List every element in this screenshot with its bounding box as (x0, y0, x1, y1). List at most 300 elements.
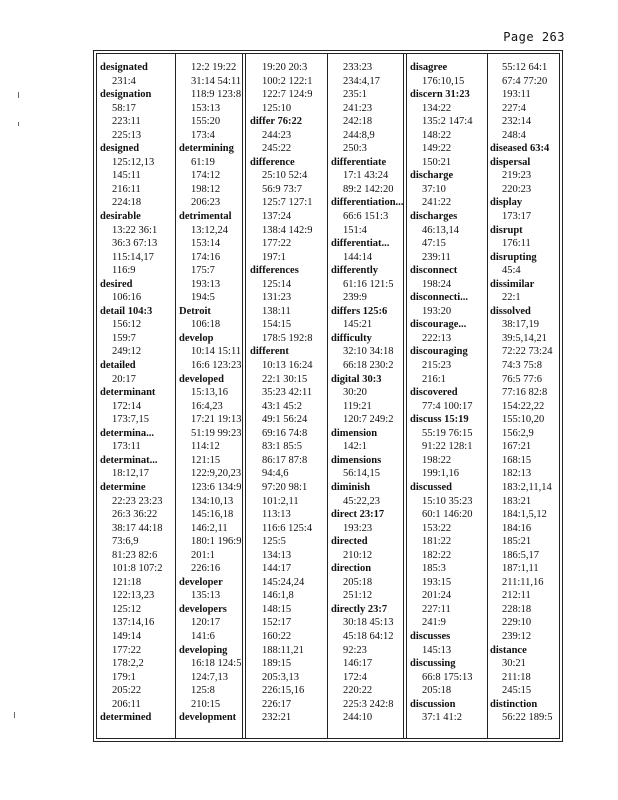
index-column-1 (100, 61, 162, 725)
index-reference: 206:23 (191, 197, 221, 209)
index-reference: 154:15 (262, 319, 292, 331)
index-reference: 122:13,23 (112, 590, 155, 602)
index-reference: 58:17 (112, 102, 136, 114)
index-reference: 205:3,13 (262, 671, 300, 683)
index-heading: discern 31:23 (410, 89, 470, 101)
index-reference: 228:18 (502, 603, 532, 615)
index-heading: Detroit (179, 305, 211, 317)
index-reference: 106:18 (191, 319, 221, 331)
index-reference: 220:22 (343, 685, 373, 697)
index-reference: 242:18 (343, 116, 373, 128)
index-heading: detail 104:3 (100, 305, 153, 317)
index-heading: differ 76:22 (250, 116, 303, 128)
index-reference: 101:2,11 (262, 495, 299, 507)
index-reference: 18:12,17 (112, 468, 150, 480)
index-reference: 97:20 98:1 (262, 481, 308, 493)
index-reference: 76:5 77:6 (502, 373, 542, 385)
index-reference: 211:11,16 (502, 576, 544, 588)
index-reference: 19:20 20:3 (262, 62, 308, 73)
index-reference: 205:18 (422, 685, 452, 697)
index-reference: 194:5 (191, 292, 215, 304)
index-reference: 32:10 34:18 (343, 346, 394, 358)
index-heading: difference (250, 156, 295, 168)
index-reference: 61:16 121:5 (343, 278, 394, 290)
index-reference: 86:17 87:8 (262, 454, 308, 466)
index-heading: dissolved (490, 305, 531, 317)
index-reference: 30:21 (502, 658, 526, 670)
index-reference: 227:11 (422, 603, 451, 615)
index-heading: differences (250, 265, 299, 277)
index-reference: 173:4 (191, 129, 215, 141)
index-reference: 56:14,15 (343, 468, 381, 480)
index-reference: 215:23 (422, 360, 452, 372)
index-column-2 (179, 61, 241, 725)
index-reference: 116:9 (112, 265, 136, 277)
column-divider-double (242, 54, 246, 738)
index-reference: 10:13 16:24 (262, 360, 313, 372)
index-reference: 241:23 (343, 102, 373, 114)
index-reference: 180:1 196:9 (191, 536, 242, 548)
index-heading: development (179, 712, 237, 724)
index-heading: differentiation... (331, 197, 404, 209)
index-reference: 153:13 (191, 102, 221, 114)
index-reference: 16:6 123:23 (191, 360, 242, 372)
index-reference: 120:17 (191, 617, 221, 629)
index-reference: 39:5,14,21 (502, 332, 547, 344)
index-reference: 30:20 (343, 387, 367, 399)
index-reference: 144:14 (343, 251, 373, 263)
index-reference: 118:9 123:8 (191, 89, 242, 101)
index-reference: 189:15 (262, 658, 292, 670)
index-reference: 16:18 124:5 (191, 658, 242, 670)
index-reference: 55:12 64:1 (502, 62, 548, 73)
index-reference: 31:14 54:11 (191, 75, 242, 87)
index-reference: 77:4 100:17 (422, 400, 473, 412)
index-reference: 251:12 (343, 590, 373, 602)
column-divider (327, 54, 328, 738)
index-reference: 244:10 (343, 712, 373, 724)
index-reference: 193:15 (422, 576, 452, 588)
index-reference: 239:9 (343, 292, 367, 304)
index-reference: 12:2 19:22 (191, 62, 237, 73)
index-reference: 226:16 (191, 563, 221, 575)
index-reference: 37:10 (422, 183, 446, 195)
index-reference: 135:13 (191, 590, 221, 602)
index-reference: 149:14 (112, 630, 142, 642)
index-reference: 125:12 (112, 603, 142, 615)
index-heading: discovered (410, 387, 458, 399)
index-reference: 141:6 (191, 630, 215, 642)
index-heading: developing (179, 644, 228, 656)
index-heading: discusses (410, 630, 451, 642)
index-reference: 224:18 (112, 197, 142, 209)
index-reference: 193:23 (343, 522, 373, 534)
index-reference: 226:17 (262, 698, 292, 710)
column-divider (487, 54, 488, 738)
index-heading: determine (100, 481, 146, 493)
index-reference: 183:21 (502, 495, 532, 507)
index-reference: 201:24 (422, 590, 452, 602)
index-heading: determining (179, 143, 234, 155)
index-heading: directly 23:7 (331, 603, 388, 615)
index-reference: 119:21 (343, 400, 372, 412)
index-heading: dissimilar (490, 278, 535, 290)
index-reference: 225:3 242:8 (343, 698, 394, 710)
index-reference: 216:1 (422, 373, 446, 385)
index-reference: 244:23 (262, 129, 292, 141)
index-reference: 125:14 (262, 278, 292, 290)
index-reference: 149:22 (422, 143, 452, 155)
index-reference: 106:16 (112, 292, 142, 304)
index-reference: 20:17 (112, 373, 136, 385)
index-heading: disagree (410, 62, 448, 73)
index-reference: 38:17 44:18 (112, 522, 163, 534)
index-reference: 94:4,6 (262, 468, 289, 480)
index-reference: 121:15 (191, 454, 221, 466)
index-reference: 45:22,23 (343, 495, 381, 507)
index-reference: 229:10 (502, 617, 532, 629)
index-reference: 188:11,21 (262, 644, 304, 656)
index-reference: 175:7 (191, 265, 215, 277)
index-heading: discussed (410, 481, 453, 493)
index-reference: 173:17 (502, 211, 532, 223)
index-reference: 239:12 (502, 630, 532, 642)
index-column-5 (410, 61, 472, 725)
index-reference: 234:4,17 (343, 75, 381, 87)
index-heading: disconnect (410, 265, 458, 277)
index-reference: 160:22 (262, 630, 292, 642)
index-heading: disconnecti... (410, 292, 469, 304)
index-reference: 114:12 (191, 441, 220, 453)
index-reference: 245:22 (262, 143, 292, 155)
index-heading: differs 125:6 (331, 305, 388, 317)
index-reference: 46:13,14 (422, 224, 460, 236)
index-reference: 152:17 (262, 617, 292, 629)
index-reference: 198:22 (422, 454, 452, 466)
index-reference: 37:1 41:2 (422, 712, 462, 724)
index-reference: 233:23 (343, 62, 373, 73)
index-reference: 153:22 (422, 522, 452, 534)
index-reference: 178:2,2 (112, 658, 144, 670)
index-heading: discharges (410, 211, 458, 223)
index-reference: 83:1 85:5 (262, 441, 302, 453)
index-reference: 146:2,11 (191, 522, 228, 534)
index-reference: 205:22 (112, 685, 142, 697)
index-reference: 134:22 (422, 102, 452, 114)
index-reference: 101:8 107:2 (112, 563, 163, 575)
index-heading: directed (331, 536, 368, 548)
index-reference: 81:23 82:6 (112, 549, 158, 561)
index-reference: 145:16,18 (191, 509, 234, 521)
index-reference: 168:15 (502, 454, 532, 466)
index-reference: 219:23 (502, 170, 532, 182)
index-heading: determinant (100, 387, 156, 399)
index-reference: 125:10 (262, 102, 292, 114)
index-heading: determined (100, 712, 152, 724)
index-reference: 186:5,17 (502, 549, 540, 561)
index-reference: 122:9,20,23 (191, 468, 242, 480)
index-reference: 232:21 (262, 712, 292, 724)
index-heading: distance (490, 644, 527, 656)
index-reference: 115:14,17 (112, 251, 154, 263)
index-heading: designation (100, 89, 152, 101)
index-reference: 174:16 (191, 251, 221, 263)
index-reference: 146:17 (343, 658, 373, 670)
index-reference: 159:7 (112, 332, 136, 344)
index-heading: disrupting (490, 251, 537, 263)
index-reference: 125:5 (262, 536, 286, 548)
index-reference: 244:8,9 (343, 129, 375, 141)
index-heading: developer (179, 576, 223, 588)
index-reference: 223:11 (112, 116, 141, 128)
index-reference: 193:11 (502, 89, 531, 101)
index-heading: direction (331, 563, 372, 575)
index-reference: 10:14 15:11 (191, 346, 242, 358)
index-reference: 66:6 151:3 (343, 211, 389, 223)
index-reference: 45:4 (502, 265, 521, 277)
index-reference: 120:7 249:2 (343, 414, 394, 426)
index-reference: 216:11 (112, 183, 141, 195)
index-reference: 16:4,23 (191, 400, 223, 412)
index-heading: determinat... (100, 454, 158, 466)
index-reference: 51:19 99:23 (191, 427, 242, 439)
index-reference: 185:3 (422, 563, 446, 575)
index-column-3 (250, 61, 312, 725)
index-reference: 142:1 (343, 441, 367, 453)
index-reference: 15:13,16 (191, 387, 229, 399)
index-reference: 210:12 (343, 549, 373, 561)
index-reference: 89:2 142:20 (343, 183, 394, 195)
index-reference: 66:8 175:13 (422, 671, 473, 683)
index-heading: distinction (490, 698, 538, 710)
index-reference: 17:1 43:24 (343, 170, 389, 182)
index-heading: desired (100, 278, 133, 290)
index-reference: 205:18 (343, 576, 373, 588)
index-heading: differentiate (331, 156, 387, 168)
index-reference: 13:22 36:1 (112, 224, 158, 236)
index-heading: differently (331, 265, 379, 277)
index-reference: 25:10 52:4 (262, 170, 308, 182)
index-heading: designated (100, 62, 148, 73)
index-reference: 199:1,16 (422, 468, 460, 480)
index-heading: diminish (331, 481, 371, 493)
index-reference: 156:12 (112, 319, 142, 331)
index-reference: 250:3 (343, 143, 367, 155)
index-reference: 36:3 67:13 (112, 238, 158, 250)
index-heading: diseased 63:4 (490, 143, 550, 155)
column-divider-double (403, 54, 407, 738)
index-reference: 167:21 (502, 441, 532, 453)
index-heading: designed (100, 143, 140, 155)
index-reference: 22:23 23:23 (112, 495, 163, 507)
index-reference: 155:10,20 (502, 414, 545, 426)
index-reference: 66:18 230:2 (343, 360, 394, 372)
index-heading: dimensions (331, 454, 382, 466)
index-reference: 131:23 (262, 292, 292, 304)
index-heading: discourage... (410, 319, 467, 331)
index-reference: 138:4 142:9 (262, 224, 313, 236)
index-reference: 176:11 (502, 238, 531, 250)
index-reference: 49:1 56:24 (262, 414, 308, 426)
index-reference: 144:17 (262, 563, 292, 575)
index-reference: 173:11 (112, 441, 141, 453)
index-reference: 177:22 (112, 644, 142, 656)
index-heading: dimension (331, 427, 378, 439)
index-reference: 182:22 (422, 549, 452, 561)
index-column-6 (490, 61, 552, 725)
index-reference: 177:22 (262, 238, 292, 250)
index-reference: 150:21 (422, 156, 452, 168)
index-reference: 73:6,9 (112, 536, 139, 548)
column-divider (175, 54, 176, 738)
index-reference: 148:22 (422, 129, 452, 141)
index-reference: 174:12 (191, 170, 221, 182)
index-reference: 212:11 (502, 590, 531, 602)
index-reference: 239:11 (422, 251, 451, 263)
index-reference: 198:24 (422, 278, 452, 290)
index-reference: 245:15 (502, 685, 532, 697)
index-heading: dispersal (490, 156, 531, 168)
index-reference: 38:17,19 (502, 319, 540, 331)
index-heading: discussing (410, 658, 456, 670)
index-reference: 91:22 128:1 (422, 441, 473, 453)
index-heading: disrupt (490, 224, 523, 236)
index-reference: 210:15 (191, 698, 221, 710)
index-reference: 100:2 122:1 (262, 75, 313, 87)
index-heading: discharge (410, 170, 454, 182)
index-reference: 35:23 42:11 (262, 387, 313, 399)
index-reference: 138:11 (262, 305, 291, 317)
index-reference: 123:6 134:9 (191, 481, 242, 493)
index-heading: direct 23:17 (331, 509, 385, 521)
scan-mark (14, 712, 15, 718)
index-heading: determina... (100, 427, 154, 439)
index-reference: 145:11 (112, 170, 141, 182)
index-heading: discussion (410, 698, 456, 710)
index-reference: 241:22 (422, 197, 452, 209)
index-reference: 151:4 (343, 224, 367, 236)
index-reference: 125:7 127:1 (262, 197, 313, 209)
index-reference: 125:8 (191, 685, 215, 697)
index-reference: 134:13 (262, 549, 292, 561)
index-reference: 137:24 (262, 211, 292, 223)
index-reference: 74:3 75:8 (502, 360, 542, 372)
index-reference: 173:7,15 (112, 414, 150, 426)
index-heading: detailed (100, 360, 136, 372)
index-heading: detrimental (179, 211, 232, 223)
index-reference: 201:1 (191, 549, 215, 561)
index-reference: 47:15 (422, 238, 446, 250)
index-reference: 172:14 (112, 400, 142, 412)
index-reference: 206:11 (112, 698, 141, 710)
index-column-4 (331, 61, 403, 725)
index-heading: discuss 15:19 (410, 414, 469, 426)
index-reference: 185:21 (502, 536, 532, 548)
index-reference: 181:22 (422, 536, 452, 548)
index-reference: 153:14 (191, 238, 221, 250)
page-number: Page 263 (503, 30, 565, 44)
index-reference: 67:4 77:20 (502, 75, 548, 87)
index-reference: 227:4 (502, 102, 526, 114)
index-reference: 43:1 45:2 (262, 400, 302, 412)
index-reference: 148:15 (262, 603, 292, 615)
index-heading: discouraging (410, 346, 468, 358)
index-heading: display (490, 197, 523, 209)
index-reference: 61:19 (191, 156, 215, 168)
index-reference: 179:1 (112, 671, 136, 683)
index-heading: develop (179, 332, 214, 344)
index-reference: 198:12 (191, 183, 221, 195)
index-reference: 15:10 35:23 (422, 495, 473, 507)
index-reference: 77:16 82:8 (502, 387, 548, 399)
index-reference: 92:23 (343, 644, 367, 656)
index-heading: differentiat... (331, 238, 390, 250)
index-reference: 116:6 125:4 (262, 522, 313, 534)
scan-mark (18, 122, 19, 126)
index-reference: 135:2 147:4 (422, 116, 473, 128)
index-reference: 232:14 (502, 116, 532, 128)
scan-mark (18, 92, 19, 98)
index-reference: 113:13 (262, 509, 291, 521)
index-reference: 56:22 189:5 (502, 712, 553, 724)
index-reference: 137:14,16 (112, 617, 155, 629)
index-reference: 226:15,16 (262, 685, 305, 697)
index-reference: 178:5 192:8 (262, 332, 313, 344)
index-reference: 154:22,22 (502, 400, 545, 412)
index-reference: 30:18 45:13 (343, 617, 394, 629)
index-reference: 122:7 124:9 (262, 89, 313, 101)
index-reference: 134:10,13 (191, 495, 234, 507)
index-reference: 193:13 (191, 278, 221, 290)
index-reference: 184:1,5,12 (502, 509, 547, 521)
index-reference: 45:18 64:12 (343, 630, 394, 642)
index-heading: developers (179, 603, 227, 615)
index-reference: 55:19 76:15 (422, 427, 473, 439)
index-reference: 235:1 (343, 89, 367, 101)
index-reference: 146:1,8 (262, 590, 294, 602)
index-reference: 69:16 74:8 (262, 427, 308, 439)
index-reference: 184:16 (502, 522, 532, 534)
index-reference: 22:1 30:15 (262, 373, 308, 385)
index-reference: 222:13 (422, 332, 452, 344)
index-heading: difficulty (331, 332, 372, 344)
index-reference: 241:9 (422, 617, 446, 629)
index-reference: 26:3 36:22 (112, 509, 158, 521)
index-reference: 13:12,24 (191, 224, 229, 236)
index-heading: developed (179, 373, 224, 385)
index-reference: 60:1 146:20 (422, 509, 473, 521)
index-reference: 182:13 (502, 468, 532, 480)
index-reference: 225:13 (112, 129, 142, 141)
index-reference: 231:4 (112, 75, 136, 87)
index-reference: 72:22 73:24 (502, 346, 553, 358)
index-reference: 220:23 (502, 183, 532, 195)
index-reference: 211:18 (502, 671, 531, 683)
index-reference: 249:12 (112, 346, 142, 358)
index-reference: 56:9 73:7 (262, 183, 302, 195)
index-reference: 145:21 (343, 319, 373, 331)
index-reference: 125:12,13 (112, 156, 155, 168)
index-reference: 145:13 (422, 644, 452, 656)
index-reference: 156:2,9 (502, 427, 534, 439)
index-heading: digital 30:3 (331, 373, 382, 385)
index-reference: 121:18 (112, 576, 142, 588)
index-reference: 145:24,24 (262, 576, 305, 588)
index-reference: 197:1 (262, 251, 286, 263)
index-reference: 172:4 (343, 671, 367, 683)
index-reference: 187:1,11 (502, 563, 539, 575)
index-reference: 22:1 (502, 292, 521, 304)
